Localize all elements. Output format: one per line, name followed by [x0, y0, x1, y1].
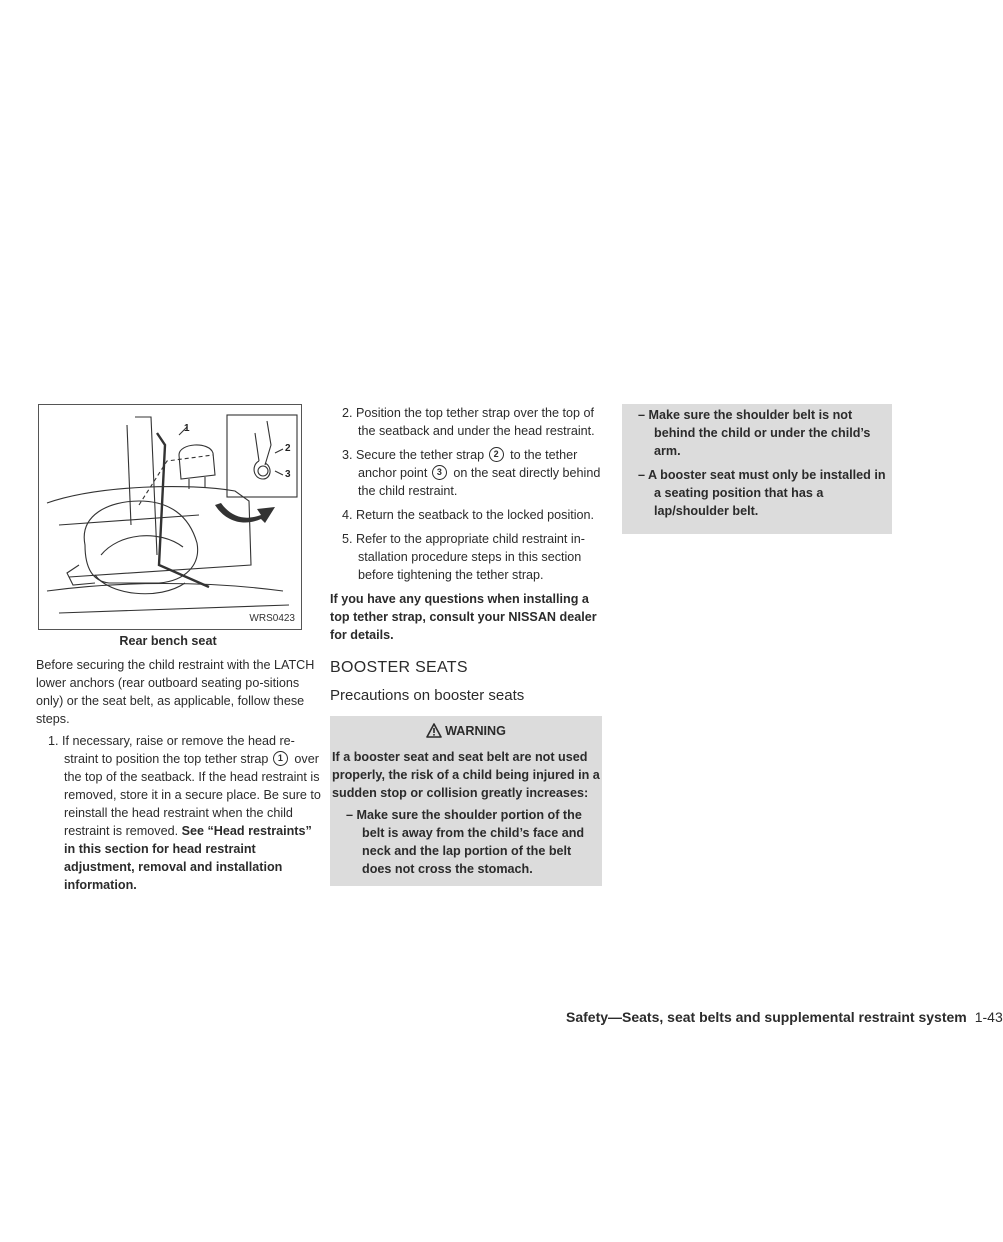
dealer-note: If you have any questions when installing a top tether strap, consult your NISSAN dealer for details.: [330, 592, 597, 642]
step-5-text: Refer to the appropriate child restraint in-stallation procedure steps in this section before tightening the tether strap.: [356, 532, 585, 582]
step-3: [330, 446, 602, 500]
left-column: [36, 404, 322, 900]
tether-strap-marker: 1: [273, 751, 288, 766]
warning-item-3-text: A booster seat must only be installed in a seating position that has a lap/shoulder belt.: [648, 468, 886, 518]
step-5-number: 5.: [342, 532, 353, 546]
head-restraints-reference: See “Head restraints” in this section for head restraint adjustment, removal and installation information.: [64, 824, 312, 892]
figure-caption: Rear bench seat: [119, 634, 217, 648]
intro-paragraph: Before securing the child restraint with the LATCH lower anchors (rear outboard seating po-sitions only) or the seat belt, as applicable, follow these steps.: [36, 658, 315, 726]
warning-intro: If a booster seat and seat belt are not used properly, the risk of a child being injured in a sudden stop or collision greatly increases:: [332, 750, 600, 800]
step-4-text: Return the seatback to the locked position.: [356, 508, 595, 522]
figure-label-1: 1: [184, 423, 190, 434]
step-2: [330, 404, 602, 440]
figure-code: WRS0423: [249, 613, 295, 624]
step-5: [330, 530, 602, 584]
right-column: [622, 404, 892, 534]
figure-label-2: 2: [285, 443, 291, 454]
warning-item-3: – A booster seat must only be installed in a seating position that has a lap/shoulder belt.: [638, 468, 886, 518]
step-1-number: 1.: [48, 734, 59, 748]
warning-box: [330, 716, 602, 886]
middle-column: [330, 404, 602, 886]
step-1-text-b: over the top of the seatback. If the head restraint is removed, store it in a secure place. Be sure to reinstall the head restraint when the child restraint is removed.: [64, 752, 321, 838]
footer-title: Safety—Seats, seat belts and supplemental restraint system: [566, 1009, 967, 1025]
warning-icon: [426, 723, 442, 738]
step-3-text-a: Secure the tether strap: [356, 448, 485, 462]
subsection-title: Precautions on booster seats: [330, 687, 525, 704]
child-seat-illustration: [39, 405, 301, 629]
step-1-text-a: If necessary, raise or remove the head re-straint to position the top tether strap: [62, 734, 295, 766]
child-seat-figure: [38, 404, 302, 630]
page-footer: [566, 1008, 1003, 1026]
warning-header: [332, 722, 600, 740]
step-4-number: 4.: [342, 508, 353, 522]
page-number: 1-43: [974, 1009, 1003, 1025]
tether-strap-marker-2: 2: [489, 447, 504, 462]
step-3-text-c: on the seat directly behind the child restraint.: [358, 466, 601, 498]
warning-item-2: – Make sure the shoulder belt is not behind the child or under the child’s arm.: [638, 408, 871, 458]
warning-label: WARNING: [445, 724, 506, 738]
anchor-point-marker-3: 3: [432, 465, 447, 480]
warning-item-1-text: Make sure the shoulder portion of the belt is away from the child’s face and neck and the lap portion of the belt does not cross the stomach.: [356, 808, 585, 876]
section-title: BOOSTER SEATS: [330, 659, 468, 676]
warning-item-2-text: Make sure the shoulder belt is not behind the child or under the child’s arm.: [648, 408, 871, 458]
figure-label-3: 3: [285, 469, 291, 480]
step-2-text: Position the top tether strap over the top of the seatback and under the head restraint.: [356, 406, 595, 438]
step-2-number: 2.: [342, 406, 353, 420]
step-3-text-b: to the tether anchor point: [358, 448, 578, 480]
warning-box-continued: [622, 404, 892, 534]
warning-item-1: – Make sure the shoulder portion of the belt is away from the child’s face and neck and the lap portion of the belt does not cross the stomach.: [346, 808, 585, 876]
step-1: [36, 732, 322, 894]
step-3-number: 3.: [342, 448, 353, 462]
step-4: [330, 506, 602, 524]
